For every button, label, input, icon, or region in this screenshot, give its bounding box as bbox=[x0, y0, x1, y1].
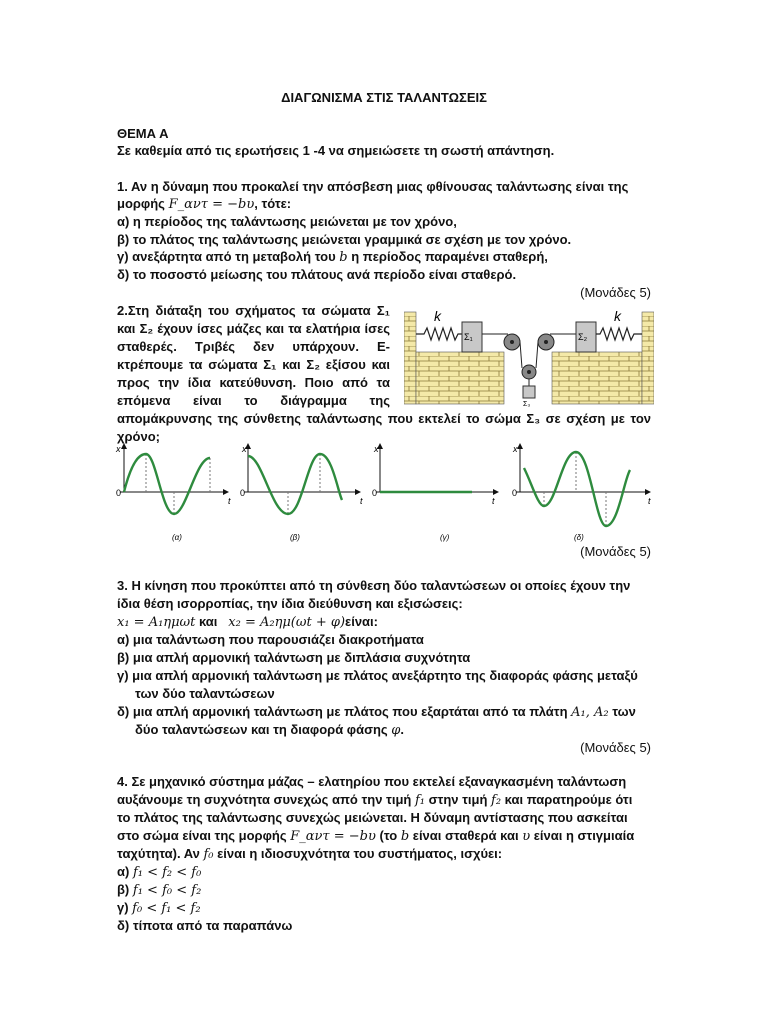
answer-graphs bbox=[110, 440, 660, 548]
right-table bbox=[552, 352, 642, 404]
q3-line1: 3. Η κίνηση που προκύπτει από τη σύνθεση δύο ταλαντώσεων οι οποίες έχουν την bbox=[117, 578, 631, 593]
q1-points: (Μονάδες 5) bbox=[580, 285, 651, 300]
doc-title: ΔΙΑΓΩΝΙΣΜΑ ΣΤΙΣ ΤΑΛΑΝΤΩΣΕΙΣ bbox=[281, 90, 487, 105]
body-s3-label: Σ₃ bbox=[523, 401, 531, 408]
graph-a-x-label: t bbox=[228, 496, 231, 506]
q3-equations: x₁ = A₁ημωt και x₂ = A₂ημ(ωt + φ)είναι: bbox=[117, 614, 378, 630]
q2-line: απομάκρυνσης της σύνθετης ταλάντωσης που εκτελεί το σώμα Σ₃ σε σχέση με τον bbox=[117, 411, 651, 426]
body-s2-label: Σ₂ bbox=[578, 332, 588, 342]
q3-line2: ίδια θέση ισορροπίας, την ίδια διεύθυνση και εξισώσεις: bbox=[117, 596, 463, 611]
right-wall bbox=[642, 312, 654, 404]
graph-c-x-label: t bbox=[492, 496, 495, 506]
q4-line2: αυξάνουμε τη συχνότητα συνεχώς από την τιμή f₁ στην τιμή f₂ και παρατηρούμε ότι bbox=[117, 792, 633, 808]
q4-line5: ταχύτητα). Αν f₀ είναι η ιδιοσυχνότητα του συστήματος, ισχύει: bbox=[117, 846, 503, 862]
q2-line: κτρέπουμε τα σώματα Σ₁ και Σ₂ εξίσου και bbox=[117, 357, 390, 372]
q3-option-a: α) μια ταλάντωση που παρουσιάζει διακροτήματα bbox=[117, 632, 424, 647]
q1-option-c: γ) ανεξάρτητα από τη μεταβολή του b η περίοδος παραμένει σταθερή, bbox=[117, 249, 548, 265]
q2-line: σταθερές. Τριβές δεν υπάρχουν. Ε- bbox=[117, 339, 390, 354]
q2-line: 2.Στη διάταξη του σχήματος τα σώματα Σ₁ bbox=[117, 303, 390, 318]
graph-d-y-label: x bbox=[513, 444, 518, 454]
left-table bbox=[416, 352, 504, 404]
q4-option-c: γ) f₀ < f₁ < f₂ bbox=[117, 900, 201, 916]
q4-option-b: β) f₁ < f₀ < f₂ bbox=[117, 882, 202, 898]
q2-line: και Σ₂ έχουν ίσες μάζες και τα ελατήρια ίσες bbox=[117, 321, 390, 336]
left-spring bbox=[416, 328, 462, 340]
graph-a-caption: (α) bbox=[172, 533, 182, 542]
body-s3 bbox=[523, 386, 535, 398]
q2-points: (Μονάδες 5) bbox=[580, 544, 651, 559]
graph-b-caption: (β) bbox=[290, 533, 300, 542]
q2-line: επόμενα είναι το διάγραμμα της bbox=[117, 393, 390, 408]
graph-d bbox=[512, 444, 651, 542]
graph-d-curve bbox=[524, 452, 630, 526]
instruction: Σε καθεμία από τις ερωτήσεις 1 -4 να σημειώσετε τη σωστή απάντηση. bbox=[117, 143, 555, 158]
setup-figure bbox=[404, 306, 654, 408]
q3-option-c: γ) μια απλή αρμονική ταλάντωση με πλάτος ανεξάρτητο της διαφοράς φάσης μεταξύ bbox=[117, 668, 638, 683]
q3-option-c-cont: των δύο ταλαντώσεων bbox=[135, 686, 275, 701]
q2-line: προς την ίδια κατεύθυνση. Ποιο από τα bbox=[117, 375, 390, 390]
spring-label-left: k bbox=[434, 308, 441, 324]
graph-d-x-label: t bbox=[648, 496, 651, 506]
graph-b-y-label: x bbox=[242, 444, 247, 454]
q3-option-b: β) μια απλή αρμονική ταλάντωση με διπλάσια συχνότητα bbox=[117, 650, 471, 665]
q1-option-d: δ) το ποσοστό μείωσης του πλάτους ανά περίοδο είναι σταθερό. bbox=[117, 267, 517, 282]
q4-line3: το πλάτος της ταλάντωσης συνεχώς μειώνεται. Η δύναμη αντίστασης που ασκείται bbox=[117, 810, 628, 825]
q3-eq1: x₁ = A₁ημωt bbox=[117, 615, 196, 630]
graph-c-origin: 0 bbox=[372, 488, 378, 498]
q3-option-d-cont: δύο ταλαντώσεων και τη διαφορά φάσης φ. bbox=[135, 722, 405, 738]
q1-line2: μορφής F_αντ = −bυ, τότε: bbox=[117, 196, 292, 212]
q1-line1: 1. Αν η δύναμη που προκαλεί την απόσβεση μιας φθίνουσας ταλάντωσης είναι της bbox=[117, 179, 629, 194]
left-wall bbox=[404, 312, 416, 404]
q4-option-a: α) f₁ < f₂ < f₀ bbox=[117, 864, 202, 880]
graph-c-y-label: x bbox=[374, 444, 379, 454]
graph-a-curve bbox=[124, 454, 210, 514]
graph-b bbox=[240, 444, 363, 542]
q3-points: (Μονάδες 5) bbox=[580, 740, 651, 755]
graph-d-origin: 0 bbox=[512, 488, 518, 498]
q1-option-b: β) το πλάτος της ταλάντωσης μειώνεται γραμμικά σε σχέση με τον χρόνο. bbox=[117, 232, 572, 247]
theme-heading: ΘΕΜΑ Α bbox=[117, 126, 169, 141]
graph-c-caption: (γ) bbox=[440, 533, 450, 542]
graph-d-caption: (δ) bbox=[574, 533, 584, 542]
q4-line4: στο σώμα είναι της μορφής F_αντ = −bυ (το b είναι σταθερά και υ είναι η στιγμιαία bbox=[117, 828, 635, 844]
graph-b-x-label: t bbox=[360, 496, 363, 506]
graph-c bbox=[372, 444, 498, 542]
q3-eq2: x₂ = A₂ημ(ωt + φ) bbox=[228, 615, 346, 630]
spring-label-right: k bbox=[614, 308, 621, 324]
graph-a-y-label: x bbox=[116, 444, 121, 454]
q1-formula: F_αντ = −bυ bbox=[168, 197, 255, 212]
q2-last-line: χρόνο; bbox=[117, 429, 160, 444]
graph-b-curve bbox=[248, 454, 342, 514]
graph-b-origin: 0 bbox=[240, 488, 246, 498]
graph-a bbox=[115, 444, 231, 542]
right-spring bbox=[596, 328, 642, 340]
graph-a-origin: 0 bbox=[116, 488, 122, 498]
q1-option-a: α) η περίοδος της ταλάντωσης μειώνεται με τον χρόνο, bbox=[117, 214, 457, 229]
q4-line1: 4. Σε μηχανικό σύστημα μάζας – ελατηρίου που εκτελεί εξαναγκασμένη ταλάντωση bbox=[117, 774, 627, 789]
q4-option-d: δ) τίποτα από τα παραπάνω bbox=[117, 918, 293, 933]
body-s1-label: Σ₁ bbox=[464, 332, 473, 342]
q3-option-d: δ) μια απλή αρμονική ταλάντωση με πλάτος που εξαρτάται από τα πλάτη A₁, A₂ των bbox=[117, 704, 636, 720]
